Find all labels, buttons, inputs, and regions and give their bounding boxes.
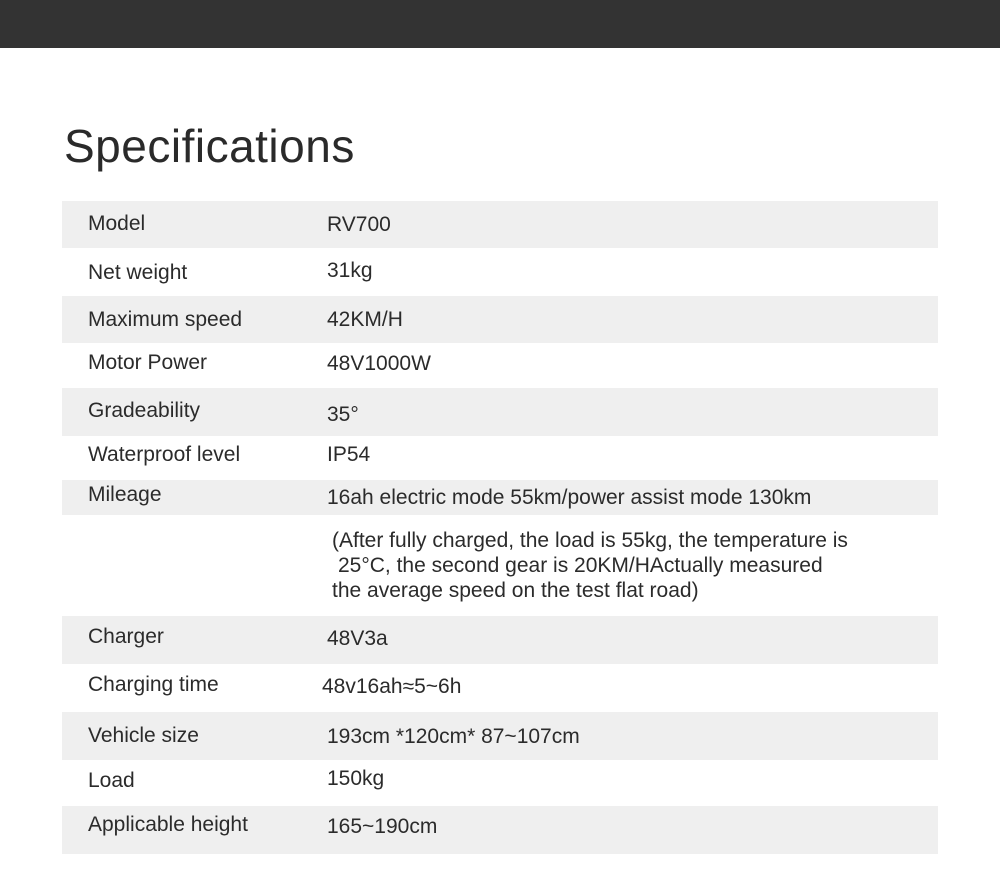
spec-value: 150kg [327, 767, 385, 790]
spec-row-motor-power [62, 343, 938, 388]
spec-row-gradeability [62, 388, 938, 436]
spec-label: Charging time [88, 673, 219, 696]
spec-value: 35° [327, 403, 359, 426]
spec-label: Net weight [88, 261, 188, 284]
spec-row-maximum-speed [62, 296, 938, 343]
spec-table [62, 201, 938, 854]
spec-label: Vehicle size [88, 724, 199, 747]
spec-label: Charger [88, 625, 164, 648]
spec-label: Load [88, 769, 135, 792]
mileage-note-line: (After fully charged, the load is 55kg, the temperature is [332, 529, 848, 552]
spec-row-vehicle-size [62, 712, 938, 760]
spec-row-waterproof-level [62, 436, 938, 480]
spec-label: Model [88, 212, 146, 235]
page-title: Specifications [64, 120, 355, 172]
spec-label: Motor Power [88, 351, 208, 374]
spec-label: Gradeability [88, 399, 201, 422]
spec-value: 48v16ah≈5~6h [322, 675, 462, 698]
spec-row-charger [62, 616, 938, 664]
spec-value: 193cm *120cm* 87~107cm [327, 725, 580, 748]
spec-row-mileage-note [62, 515, 938, 616]
mileage-note [332, 528, 848, 603]
spec-value: 31kg [327, 259, 373, 282]
spec-row-net-weight [62, 248, 938, 296]
spec-label: Maximum speed [88, 308, 243, 331]
spec-label: Applicable height [88, 813, 248, 836]
spec-value: 48V1000W [327, 352, 431, 375]
spec-value: 165~190cm [327, 815, 438, 838]
spec-row-model [62, 201, 938, 248]
mileage-note-line: 25°C, the second gear is 20KM/HActually measured [338, 554, 823, 577]
spec-value: 16ah electric mode 55km/power assist mode 130km [327, 486, 812, 509]
spec-value: IP54 [327, 443, 371, 466]
spec-row-mileage [62, 480, 938, 515]
spec-value: 48V3a [327, 627, 388, 650]
top-bar [0, 0, 1000, 48]
spec-value: 42KM/H [327, 308, 403, 331]
mileage-note-line: the average speed on the test flat road) [332, 579, 699, 602]
spec-value: RV700 [327, 213, 391, 236]
spec-label: Mileage [88, 483, 162, 506]
spec-row-load [62, 760, 938, 806]
spec-row-charging-time [62, 664, 938, 712]
spec-row-applicable-height [62, 806, 938, 854]
spec-label: Waterproof level [88, 443, 241, 466]
